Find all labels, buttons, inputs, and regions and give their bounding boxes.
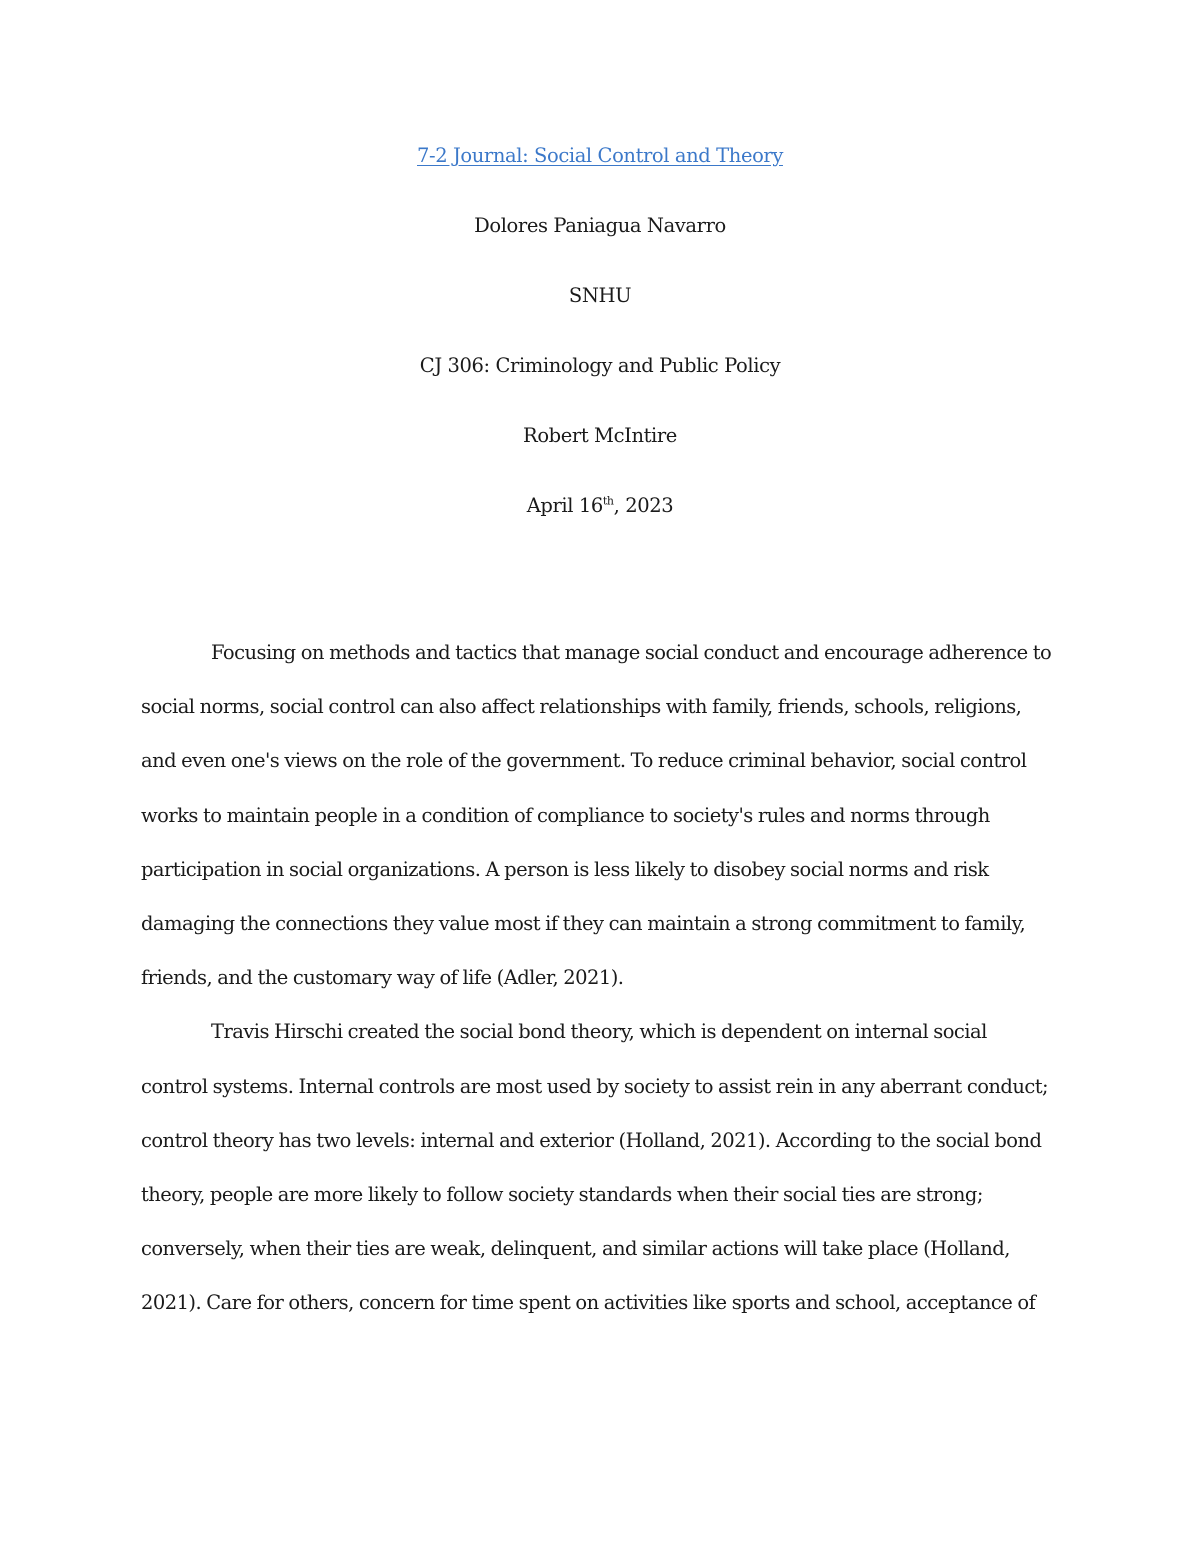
document-title-link[interactable]: 7-2 Journal: Social Control and Theory xyxy=(417,144,783,167)
date-ordinal-suffix: th xyxy=(602,494,614,508)
paragraph-line: theory, people are more likely to follow society standards when their social ties are strong; xyxy=(141,1183,983,1207)
paragraph-line: works to maintain people in a condition of compliance to society's rules and norms through xyxy=(141,803,990,827)
paragraph-line: and even one's views on the role of the government. To reduce criminal behavior, social control xyxy=(141,749,1027,773)
paragraph-2 xyxy=(141,1005,1061,1330)
paragraph-line: control theory has two levels: internal and exterior (Holland, 2021). According to the social bond xyxy=(141,1128,1042,1152)
course-name: CJ 306: Criminology and Public Policy xyxy=(419,354,781,377)
paragraph-line: social norms, social control can also affect relationships with family, friends, schools, religions, xyxy=(141,695,1022,719)
paragraph-line: participation in social organizations. A person is less likely to disobey social norms and risk xyxy=(141,857,989,881)
date-year: , 2023 xyxy=(613,494,674,517)
author-name: Dolores Paniagua Navarro xyxy=(474,214,726,237)
title-line xyxy=(0,138,1200,208)
date-prefix: April 16 xyxy=(526,494,603,517)
instructor-name: Robert McIntire xyxy=(523,424,677,447)
paragraph-line: damaging the connections they value most if they can maintain a strong commitment to family, xyxy=(141,912,1026,936)
paragraph-line: Focusing on methods and tactics that manage social conduct and encourage adherence to xyxy=(211,641,1052,664)
title-page-block xyxy=(0,138,1200,558)
paragraph-line: Travis Hirschi created the social bond theory, which is dependent on internal social xyxy=(211,1020,987,1044)
submission-date xyxy=(0,488,1200,558)
paragraph-line: control systems. Internal controls are most used by society to assist rein in any aberrant conduct; xyxy=(141,1074,1049,1098)
body-text xyxy=(141,626,1061,1331)
paragraph-line: conversely, when their ties are weak, delinquent, and similar actions will take place (Holland, xyxy=(141,1237,1010,1261)
paragraph-line: 2021). Care for others, concern for time spent on activities like sports and school, acceptance of xyxy=(141,1291,1036,1315)
paragraph-line: friends, and the customary way of life (Adler, 2021). xyxy=(141,966,624,990)
paragraph-1 xyxy=(141,626,1061,1005)
institution-name: SNHU xyxy=(568,284,632,307)
